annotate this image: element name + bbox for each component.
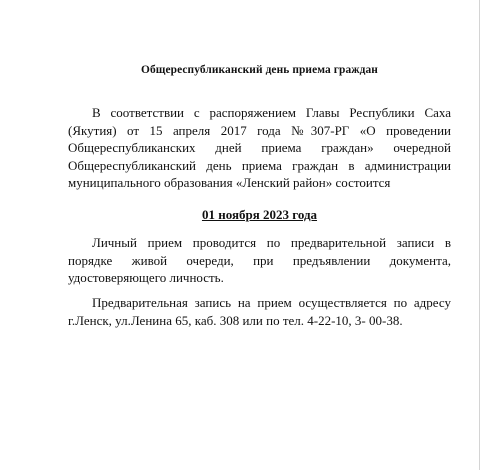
document-title: Общереспубликанский день приема граждан — [141, 64, 378, 76]
intro-paragraph: В соответствии с распоряжением Главы Республики Саха (Якутия) от 15 апреля 2017 года №307-РГ «О проведении Общереспубликанских дней приема граждан» очередной Общереспубликанский день приема граждан в администрации муниципального образования «Ленский район» состоится — [68, 105, 451, 190]
reception-date: 01 ноября 2023 года — [201, 207, 318, 222]
registration-info-paragraph: Предварительная запись на прием осуществляется по адресу г.Ленск, ул.Ленина 65, каб. 308 или по тел. 4-22-10, 3- 00-38. — [68, 295, 451, 328]
page-edge-divider — [479, 0, 480, 470]
reception-procedure-paragraph: Личный прием проводится по предварительной записи в порядке живой очереди, при предъявлении документа, удостоверяющего личность. — [68, 235, 451, 285]
